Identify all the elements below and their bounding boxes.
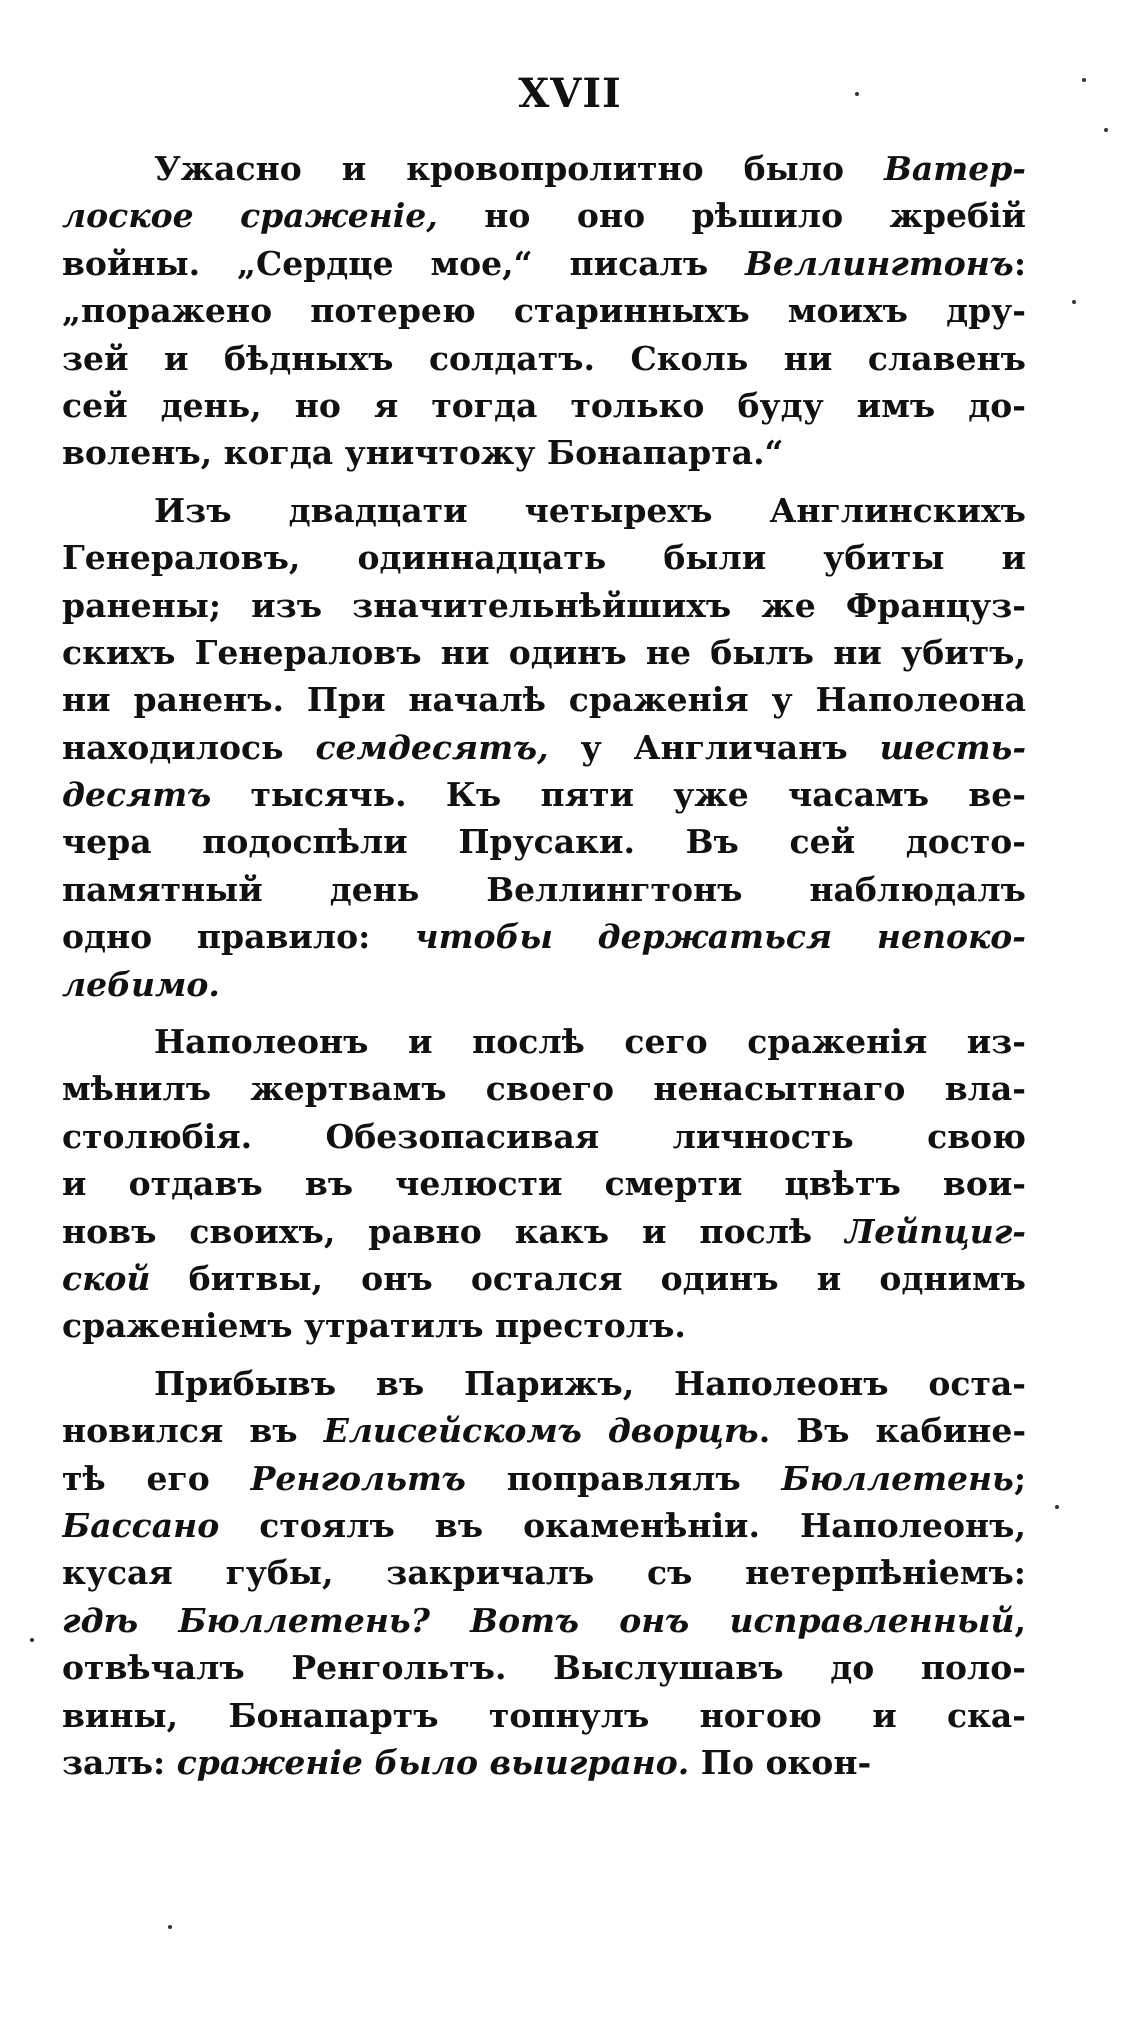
text-run: скихъ Генераловъ ни одинъ не былъ ни убитъ, [62, 632, 1026, 672]
text-run: чера подоспѣли Прусаки. Въ сей достo- [62, 822, 1026, 862]
scan-speck [1055, 1505, 1059, 1509]
text-line [62, 629, 1026, 676]
text-run: Наполеонъ и послѣ сего сраженія из- [154, 1022, 1026, 1062]
text-line [62, 382, 1026, 429]
italic-text: Елисейскомъ дворцѣ [323, 1411, 759, 1451]
text-line [62, 1302, 1026, 1349]
text-line [62, 961, 1026, 1008]
text-run: новъ своихъ, равно какъ и послѣ [62, 1211, 846, 1251]
text-run: ранены; изъ значительнѣйшихъ же Француз- [62, 585, 1026, 625]
body-text [62, 145, 1026, 1796]
scan-speck [1082, 78, 1086, 82]
text-run: Изъ двадцати четырехъ Англинскихъ [154, 490, 1026, 530]
scan-speck [1072, 300, 1076, 304]
text-run: сраженіемъ утратилъ престолъ. [62, 1306, 686, 1346]
text-run: тысячь. Къ пяти уже часамъ ве- [211, 775, 1026, 815]
text-run: мѣнилъ жертвамъ своего ненасытнаго вла- [62, 1069, 1026, 1109]
text-run: но оно рѣшило жребій [437, 196, 1026, 236]
text-run: находилось [62, 727, 316, 767]
text-run: битвы, онъ остался одинъ и однимъ [150, 1258, 1026, 1298]
text-line [62, 287, 1026, 334]
paragraph [62, 145, 1026, 477]
text-line [62, 1018, 1026, 1065]
text-line [62, 429, 1026, 476]
text-run: столюбія. Обезопасивая личность свою [62, 1116, 1026, 1156]
text-run: . Въ кабине- [758, 1411, 1026, 1451]
text-run: вины, Бонапартъ топнулъ ногою и ска- [62, 1695, 1026, 1735]
italic-text: Ренгольтъ [250, 1458, 466, 1498]
scan-speck [855, 92, 859, 96]
text-line [62, 1644, 1026, 1691]
text-line [62, 1455, 1026, 1502]
italic-text: десятъ [62, 775, 212, 815]
text-run: у Англичанъ [548, 727, 880, 767]
text-line [62, 145, 1026, 192]
text-run: поправлялъ [465, 1458, 782, 1498]
italic-text: сраженіе было выиграно. [176, 1742, 690, 1782]
scan-speck [1104, 128, 1108, 132]
text-run: : [1013, 243, 1026, 283]
text-run: и отдавъ въ челюсти смерти цвѣтъ вои- [62, 1164, 1026, 1204]
italic-text: лоское сраженіе, [62, 196, 438, 236]
italic-text: ской [62, 1258, 151, 1298]
paragraph [62, 1360, 1026, 1787]
text-run: , [1014, 1600, 1026, 1640]
text-line [62, 1360, 1026, 1407]
text-run: Ужасно и кровопролитно было [154, 149, 885, 188]
text-line [62, 1065, 1026, 1112]
text-run: новился въ [62, 1411, 324, 1451]
text-line [62, 192, 1026, 239]
text-line [62, 1160, 1026, 1207]
text-run: кусая губы, закричалъ съ нетерпѣніемъ: [62, 1553, 1026, 1593]
text-line [62, 1255, 1026, 1302]
text-run: памятный день Веллингтонъ наблюдалъ [62, 869, 1026, 909]
paragraph [62, 487, 1026, 1008]
text-line [62, 335, 1026, 382]
text-run: воленъ, когда уничтожу Бонапарта.“ [62, 433, 784, 473]
italic-text: гдѣ Бюллетень? Вотъ онъ исправленный [62, 1600, 1015, 1640]
italic-text: шесть- [879, 727, 1026, 767]
text-run: ; [1013, 1458, 1026, 1498]
text-run: „поражено потерею старинныхъ моихъ дру- [62, 291, 1026, 331]
text-line [62, 534, 1026, 581]
text-run: залъ: [62, 1742, 177, 1782]
italic-text: лебимо. [62, 964, 220, 1004]
scan-speck [168, 1925, 172, 1929]
text-line [62, 487, 1026, 534]
text-run: войны. „Сердце мое,“ писалъ [62, 243, 746, 283]
page-number: XVII [518, 70, 622, 117]
text-line [62, 1597, 1026, 1644]
text-line [62, 1692, 1026, 1739]
italic-text: Ватер- [884, 149, 1026, 188]
text-run: одно правило: [62, 917, 416, 957]
text-line [62, 1739, 1026, 1786]
text-line [62, 1549, 1026, 1596]
italic-text: Веллингтонъ [745, 243, 1014, 283]
text-line [62, 1113, 1026, 1160]
text-run: Прибывъ въ Парижъ, Наполеонъ оста- [154, 1363, 1026, 1403]
italic-text: семдесятъ, [315, 727, 549, 767]
italic-text: Лейпциг- [845, 1211, 1026, 1251]
text-run: По окон- [689, 1742, 872, 1782]
paragraph [62, 1018, 1026, 1350]
text-line [62, 1208, 1026, 1255]
text-run: Генераловъ, одиннадцать были убиты и [62, 538, 1026, 578]
text-line [62, 724, 1026, 771]
text-line [62, 240, 1026, 287]
text-run: стоялъ въ окаменѣніи. Наполеонъ, [219, 1505, 1026, 1545]
italic-text: Бюллетень [781, 1458, 1014, 1498]
text-run: зей и бѣдныхъ солдатъ. Сколь ни славенъ [62, 338, 1026, 378]
text-run: сей день, но я тогда только буду имъ до- [62, 385, 1026, 425]
text-line [62, 582, 1026, 629]
text-run: отвѣчалъ Ренгольтъ. Выслушавъ до поло- [62, 1648, 1026, 1688]
italic-text: чтобы держаться непоко- [415, 917, 1026, 957]
text-line [62, 771, 1026, 818]
scan-speck [30, 1638, 34, 1642]
text-run: тѣ его [62, 1458, 251, 1498]
text-line [62, 1407, 1026, 1454]
text-line [62, 818, 1026, 865]
italic-text: Бассано [62, 1505, 220, 1545]
text-line [62, 866, 1026, 913]
text-line [62, 1502, 1026, 1549]
text-line [62, 913, 1026, 960]
text-run: ни раненъ. При началѣ сраженія у Наполеона [62, 680, 1026, 720]
text-line [62, 676, 1026, 723]
